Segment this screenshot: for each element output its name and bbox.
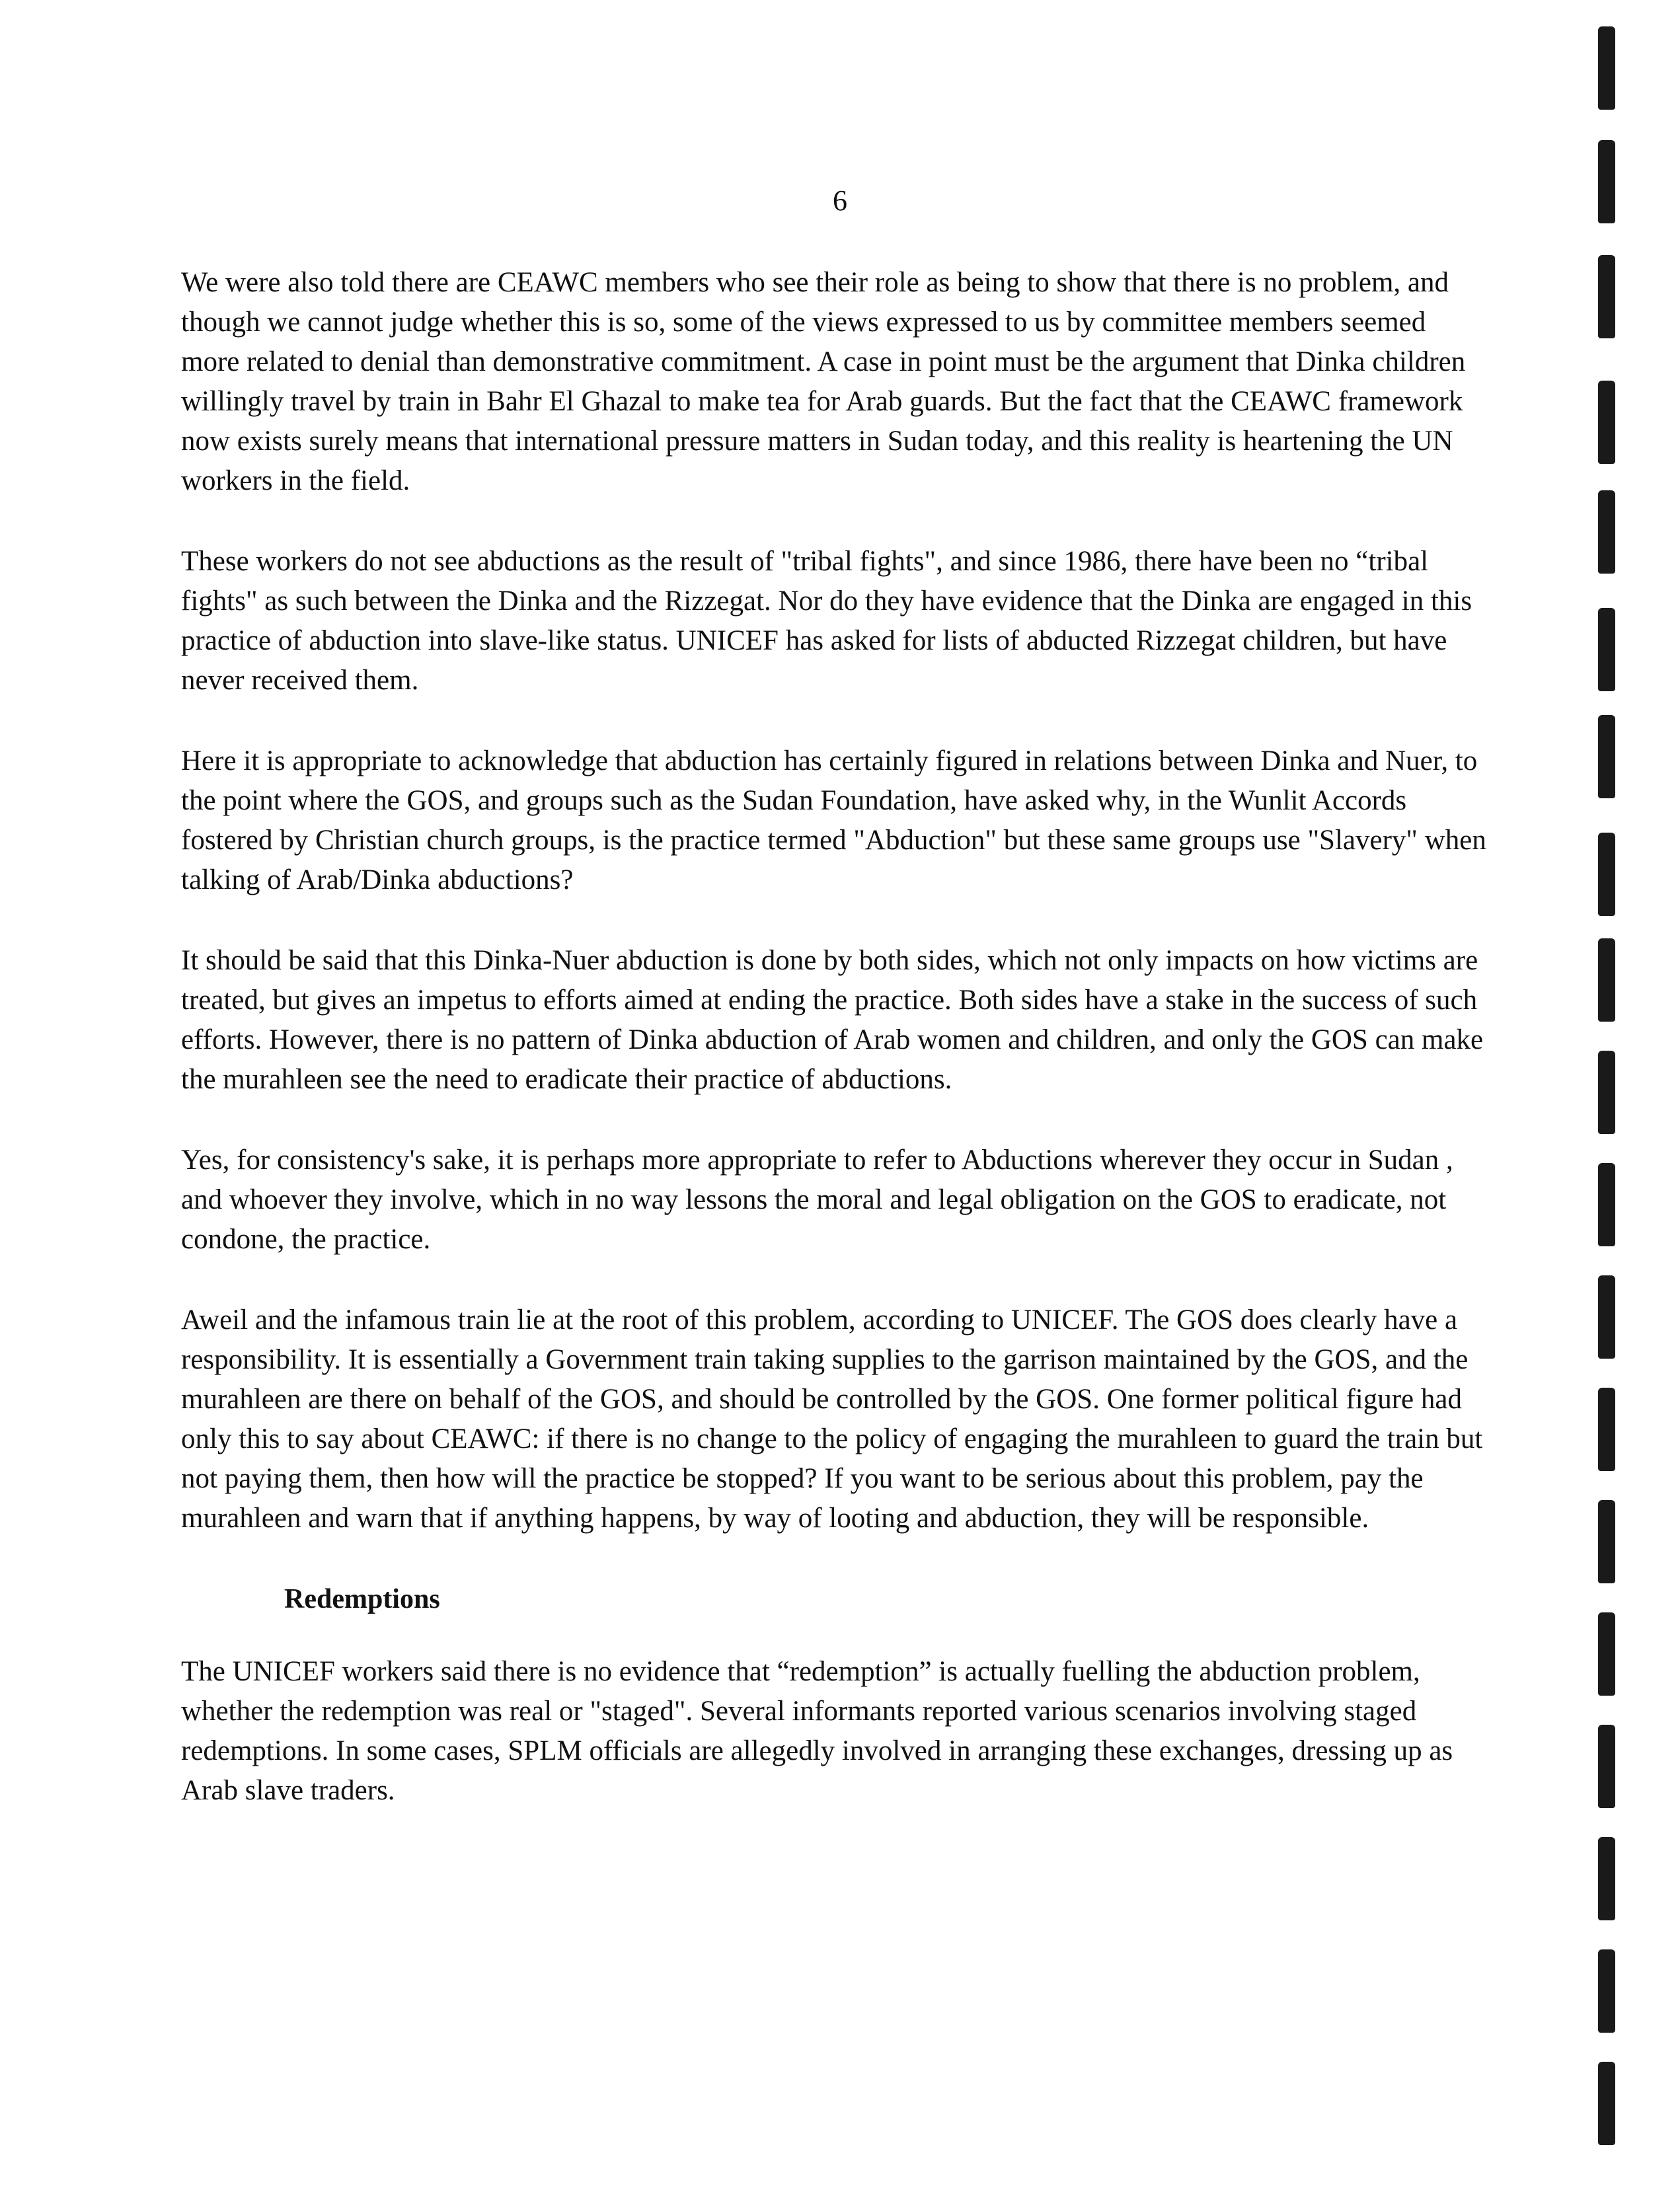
- document-body: [181, 263, 1490, 1852]
- scan-mark: [1598, 490, 1615, 574]
- scan-mark: [1598, 1388, 1615, 1471]
- paragraph-both-sides: It should be said that this Dinka-Nuer abduction is done by both sides, which not only impacts on how victims are treated, but gives an impetus to efforts aimed at ending the practice. Both sides have a stake in the success of such efforts. However, there is no pattern of Dinka abduction of Arab women and children, and only the GOS can make the murahleen see the need to eradicate their practice of abductions.: [181, 945, 1484, 1095]
- scan-mark: [1598, 2062, 1615, 2145]
- scan-mark: [1598, 715, 1615, 798]
- scan-mark: [1598, 1949, 1615, 2033]
- scan-edge-marks: [1598, 0, 1644, 2186]
- scan-mark: [1598, 26, 1615, 110]
- scan-mark: [1598, 608, 1615, 691]
- scan-mark: [1598, 1051, 1615, 1134]
- scan-mark: [1598, 1612, 1615, 1696]
- scan-mark: [1598, 1275, 1615, 1359]
- scan-mark: [1598, 833, 1615, 916]
- page-number: 6: [833, 184, 847, 217]
- section-heading-redemptions: Redemptions: [284, 1584, 440, 1614]
- paragraph-aweil-train: Aweil and the infamous train lie at the root of this problem, according to UNICEF. The GOS does clearly have a responsibility. It is essentially a Government train taking supplies to the garrison maintained by the GOS, and the murahleen are there on behalf of the GOS, and should be controlled by the GOS. One former political figure had only this to say about CEAWC: if there is no change to the policy of engaging the murahleen to guard the train but not paying them, then how will the practice be stopped? If you want to be serious about this problem, pay the murahleen and warn that if anything happens, by way of looting and abduction, they will be responsible.: [181, 1304, 1483, 1534]
- paragraph-consistency: Yes, for consistency's sake, it is perhaps more appropriate to refer to Abductions wherever they occur in Sudan , and whoever they involve, which in no way lessons the moral and legal obligation on the GOS to eradicate, not condone, the practice.: [181, 1145, 1453, 1255]
- paragraph-dinka-nuer: Here it is appropriate to acknowledge that abduction has certainly figured in relations between Dinka and Nuer, to the point where the GOS, and groups such as the Sudan Foundation, have asked why, in the Wunlit Accords fostered by Christian church groups, is the practice termed "Abduction" but these same groups use "Slavery" when talking of Arab/Dinka abductions?: [181, 745, 1486, 895]
- scan-mark: [1598, 1837, 1615, 1920]
- scan-mark: [1598, 1725, 1615, 1808]
- paragraph-tribal-fights: These workers do not see abductions as the result of "tribal fights", and since 1986, there have been no “tribal fights" as such between the Dinka and the Rizzegat. Nor do they have evidence that the Dinka are engaged in this practice of abduction into slave-like status. UNICEF has asked for lists of abducted Rizzegat children, but have never received them.: [181, 546, 1472, 696]
- paragraph-redemptions: The UNICEF workers said there is no evidence that “redemption” is actually fuelling the abduction problem, whether the redemption was real or "staged". Several informants reported various scenarios involving staged redemptions. In some cases, SPLM officials are allegedly involved in arranging these exchanges, dressing up as Arab slave traders.: [181, 1656, 1453, 1806]
- scan-mark: [1598, 381, 1615, 464]
- scan-mark: [1598, 1500, 1615, 1583]
- paragraph-ceawc-members: We were also told there are CEAWC members who see their role as being to show that there is no problem, and though we cannot judge whether this is so, some of the views expressed to us by committee members seemed more related to denial than demonstrative commitment. A case in point must be the argument that Dinka children willingly travel by train in Bahr El Ghazal to make tea for Arab guards. But the fact that the CEAWC framework now exists surely means that international pressure matters in Sudan today, and this reality is heartening the UN workers in the field.: [181, 267, 1466, 496]
- scan-mark: [1598, 140, 1615, 223]
- scan-mark: [1598, 1163, 1615, 1246]
- scan-mark: [1598, 255, 1615, 338]
- scan-mark: [1598, 938, 1615, 1022]
